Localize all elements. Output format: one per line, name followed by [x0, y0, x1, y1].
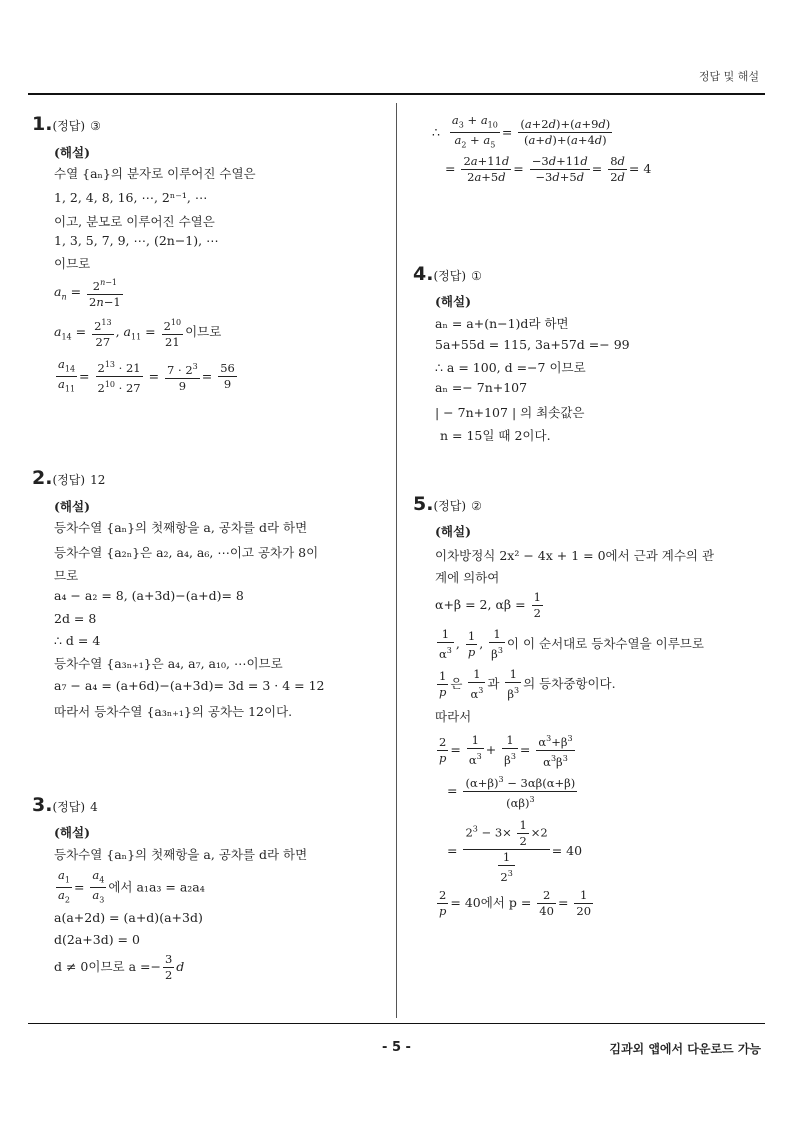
text-line: n = 15일 때 2이다.: [440, 428, 551, 443]
formula: $\frac{2}{p}$ = 40에서 p = $\frac{2}{40}$ = $\frac{1}{20}$: [439, 888, 592, 918]
explain-label: (해설): [435, 524, 471, 539]
text-line: ∴ d = 4: [54, 633, 101, 648]
text-line: | − 7n+107 | 의 최솟값은: [435, 405, 585, 420]
explain-label: (해설): [54, 825, 90, 840]
bottom-divider: [28, 1023, 765, 1024]
problem-4-heading: 4.(정답) ①: [413, 263, 482, 285]
text-line: 이므로: [54, 256, 91, 271]
formula: $\frac{1}{p}$ 은 $\frac{1}{\alpha^3}$ 과 $\frac{1}{\beta^3}$ 의 등차중항이다.: [439, 667, 616, 701]
problem-2-heading: 2.(정답) 12: [32, 467, 106, 489]
text-line: a₄ − a₂ = 8, (a+3d)−(a+d)= 8: [54, 588, 244, 603]
formula: ∴ $\frac{a_3 + a_{10}}{a_2 + a_5}$ = $\frac{(a+2d)+(a+9d)}{(a+d)+(a+4d)}$: [432, 113, 611, 150]
text-line: 1, 3, 5, 7, 9, ⋯, (2n−1), ⋯: [54, 233, 219, 248]
text-line: 이차방정식 2x² − 4x + 1 = 0에서 근과 계수의 관: [435, 548, 715, 563]
text-line: ∴ a = 100, d =−7 이므로: [435, 360, 586, 375]
page-number: - 5 -: [382, 1040, 411, 1055]
explain-label: (해설): [54, 145, 90, 160]
text-line: 계에 의하여: [435, 570, 500, 585]
formula: $\frac{1}{\alpha^3}$ , $\frac{1}{p}$ , $\frac{1}{\beta^3}$ 이 이 순서대로 등차수열을 이루므로: [439, 627, 704, 661]
text-line: 따라서: [435, 709, 472, 724]
text-line: d(2a+3d) = 0: [54, 932, 140, 947]
text-line: 므로: [54, 568, 79, 583]
text-line: 등차수열 {aₙ}의 첫째항을 a, 공차를 d라 하면: [54, 847, 308, 862]
formula: = $\frac{2a+11d}{2a+5d}$ = $\frac{-3d+11d}{-3d+5d}$ = $\frac{8d}{2d}$ = 4: [445, 154, 652, 184]
explain-label: (해설): [435, 294, 471, 309]
explain-label: (해설): [54, 499, 90, 514]
formula: $\frac{2}{p}$ = $\frac{1}{\alpha^3}$ + $\frac{1}{\beta^3}$ = $\frac{\alpha^3+\beta^3}{\alpha^3\beta^3}$: [439, 732, 573, 769]
text-line: a(a+2d) = (a+d)(a+3d): [54, 910, 203, 925]
text-line: a₇ − a₄ = (a+6d)−(a+3d)= 3d = 3 · 4 = 12: [54, 678, 325, 693]
text-line: 등차수열 {a₃ₙ₊₁}은 a₄, a₇, a₁₀, ⋯이므로: [54, 656, 283, 671]
formula: $a_{14}$ = $\frac{2^{13}}{27}$ , $a_{11}$ = $\frac{2^{10}}{21}$ 이므로: [54, 315, 221, 350]
text-line: aₙ = a+(n−1)d라 하면: [435, 316, 569, 331]
text-line: 2d = 8: [54, 611, 97, 626]
text-line: 5a+55d = 115, 3a+57d =− 99: [435, 337, 630, 352]
text-line: 이고, 분모로 이루어진 수열은: [54, 214, 215, 229]
header-title: 정답 및 해설: [698, 70, 759, 83]
formula: = $\frac{(\alpha+\beta)^3 - 3\alpha\beta(\alpha+\beta)}{(\alpha\beta)^3}$: [447, 772, 579, 811]
text-line: 등차수열 {aₙ}의 첫째항을 a, 공차를 d라 하면: [54, 520, 308, 535]
formula: = $2^3 - 3\times$ $\frac{1}{2}$ ×2 $\frac{1}{2^3}$ = 40: [447, 818, 583, 884]
footer-source: 김과외 앱에서 다운로드 가능: [609, 1042, 761, 1056]
formula: $a_n$ = $\frac{2^{n-1}}{2n-1}$: [54, 275, 125, 310]
problem-1-heading: 1.(정답) ③: [32, 113, 101, 135]
column-divider: [396, 103, 397, 1018]
text-line: 1, 2, 4, 8, 16, ⋯, 2ⁿ⁻¹, ⋯: [54, 190, 208, 205]
top-divider: [28, 93, 765, 95]
problem-5-heading: 5.(정답) ②: [413, 493, 482, 515]
formula: α+β = 2, αβ = $\frac{1}{2}$: [435, 590, 541, 620]
text-line: 수열 {aₙ}의 분자로 이루어진 수열은: [54, 166, 256, 181]
text-line: 따라서 등차수열 {a₃ₙ₊₁}의 공차는 12이다.: [54, 704, 293, 719]
text-line: aₙ =− 7n+107: [435, 380, 528, 395]
problem-3-heading: 3.(정답) 4: [32, 794, 98, 816]
formula: $\frac{a_{14}}{a_{11}}$ = $\frac{2^{13} \cdot 21}{2^{10} \cdot 27}$ = $\frac{7 \cdot 2^3}{9}$ = $\frac{56}{9}$: [58, 357, 235, 396]
formula: $\frac{a_1}{a_2}$ = $\frac{a_4}{a_3}$ 에서 a₁a₃ = a₂a₄: [58, 868, 205, 905]
text-line: 등차수열 {a₂ₙ}은 a₂, a₄, a₆, ⋯이고 공차가 8이: [54, 545, 319, 560]
formula: d ≠ 0이므로 a =− $\frac{3}{2}$ d: [54, 952, 185, 982]
